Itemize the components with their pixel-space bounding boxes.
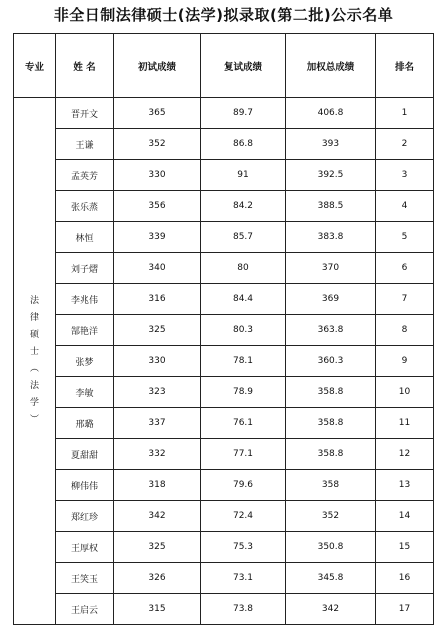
- cell-prelim-score: 352: [114, 129, 201, 160]
- cell-prelim-score: 323: [114, 377, 201, 408]
- page-title: 非全日制法律硕士(法学)拟录取(第二批)公示名单: [53, 6, 394, 24]
- cell-retest-score: 84.4: [201, 284, 286, 315]
- cell-retest-score: 91: [201, 160, 286, 191]
- cell-rank: 3: [376, 160, 434, 191]
- cell-rank: 13: [376, 470, 434, 501]
- header-retest-score: 复试成绩: [201, 34, 286, 98]
- table-row: [14, 501, 434, 532]
- header-row: [14, 34, 434, 98]
- cell-name: 郑红珍: [56, 501, 114, 532]
- cell-rank: 7: [376, 284, 434, 315]
- cell-retest-score: 76.1: [201, 408, 286, 439]
- cell-name: 张乐蒸: [56, 191, 114, 222]
- table-row: [14, 315, 434, 346]
- cell-weighted-total: 352: [286, 501, 376, 532]
- cell-weighted-total: 363.8: [286, 315, 376, 346]
- cell-retest-score: 72.4: [201, 501, 286, 532]
- cell-name: 孟英芳: [56, 160, 114, 191]
- cell-rank: 5: [376, 222, 434, 253]
- cell-retest-score: 84.2: [201, 191, 286, 222]
- cell-prelim-score: 356: [114, 191, 201, 222]
- cell-weighted-total: 342: [286, 594, 376, 625]
- cell-rank: 2: [376, 129, 434, 160]
- table-row: [14, 594, 434, 625]
- header-prelim-score: 初试成绩: [114, 34, 201, 98]
- cell-prelim-score: 340: [114, 253, 201, 284]
- table-row: [14, 284, 434, 315]
- cell-rank: 10: [376, 377, 434, 408]
- cell-prelim-score: 325: [114, 315, 201, 346]
- cell-retest-score: 77.1: [201, 439, 286, 470]
- cell-prelim-score: 365: [114, 98, 201, 129]
- cell-retest-score: 80: [201, 253, 286, 284]
- header-major: 专业: [14, 34, 56, 98]
- cell-name: 晋开文: [56, 98, 114, 129]
- cell-retest-score: 73.8: [201, 594, 286, 625]
- cell-weighted-total: 392.5: [286, 160, 376, 191]
- cell-rank: 11: [376, 408, 434, 439]
- cell-rank: 9: [376, 346, 434, 377]
- cell-rank: 17: [376, 594, 434, 625]
- cell-retest-score: 86.8: [201, 129, 286, 160]
- cell-name: 刘子熠: [56, 253, 114, 284]
- cell-rank: 6: [376, 253, 434, 284]
- header-weighted-total: 加权总成绩: [286, 34, 376, 98]
- cell-retest-score: 79.6: [201, 470, 286, 501]
- cell-retest-score: 78.9: [201, 377, 286, 408]
- cell-rank: 8: [376, 315, 434, 346]
- table-row: [14, 98, 434, 129]
- cell-name: 柳伟伟: [56, 470, 114, 501]
- table-row: [14, 346, 434, 377]
- cell-name: 王启云: [56, 594, 114, 625]
- cell-prelim-score: 330: [114, 160, 201, 191]
- cell-weighted-total: 358: [286, 470, 376, 501]
- cell-name: 邢璐: [56, 408, 114, 439]
- header-rank: 排名: [376, 34, 434, 98]
- cell-retest-score: 80.3: [201, 315, 286, 346]
- cell-name: 王笑玉: [56, 563, 114, 594]
- cell-retest-score: 85.7: [201, 222, 286, 253]
- cell-prelim-score: 326: [114, 563, 201, 594]
- table-row: [14, 470, 434, 501]
- cell-rank: 15: [376, 532, 434, 563]
- cell-prelim-score: 342: [114, 501, 201, 532]
- table-row: [14, 563, 434, 594]
- cell-retest-score: 73.1: [201, 563, 286, 594]
- cell-name: 李敏: [56, 377, 114, 408]
- cell-weighted-total: 360.3: [286, 346, 376, 377]
- cell-weighted-total: 383.8: [286, 222, 376, 253]
- cell-name: 王谦: [56, 129, 114, 160]
- header-name: 姓 名: [56, 34, 114, 98]
- cell-weighted-total: 358.8: [286, 377, 376, 408]
- cell-weighted-total: 369: [286, 284, 376, 315]
- table-row: [14, 222, 434, 253]
- cell-rank: 12: [376, 439, 434, 470]
- table-row: [14, 129, 434, 160]
- major-cell: 法 律 硕 士 ︵ 法 学 ︶: [14, 98, 56, 625]
- cell-weighted-total: 393: [286, 129, 376, 160]
- admission-table: [13, 33, 434, 625]
- cell-weighted-total: 388.5: [286, 191, 376, 222]
- cell-weighted-total: 406.8: [286, 98, 376, 129]
- cell-weighted-total: 345.8: [286, 563, 376, 594]
- cell-prelim-score: 337: [114, 408, 201, 439]
- cell-rank: 1: [376, 98, 434, 129]
- cell-retest-score: 89.7: [201, 98, 286, 129]
- table-row: [14, 253, 434, 284]
- cell-name: 李兆伟: [56, 284, 114, 315]
- cell-name: 王厚权: [56, 532, 114, 563]
- cell-name: 夏甜甜: [56, 439, 114, 470]
- table-row: [14, 408, 434, 439]
- cell-name: 张梦: [56, 346, 114, 377]
- cell-prelim-score: 325: [114, 532, 201, 563]
- cell-prelim-score: 330: [114, 346, 201, 377]
- cell-retest-score: 78.1: [201, 346, 286, 377]
- table-row: [14, 439, 434, 470]
- table-row: [14, 160, 434, 191]
- cell-name: 林恒: [56, 222, 114, 253]
- cell-weighted-total: 350.8: [286, 532, 376, 563]
- cell-rank: 4: [376, 191, 434, 222]
- cell-retest-score: 75.3: [201, 532, 286, 563]
- cell-prelim-score: 339: [114, 222, 201, 253]
- cell-prelim-score: 316: [114, 284, 201, 315]
- table-row: [14, 377, 434, 408]
- cell-rank: 14: [376, 501, 434, 532]
- cell-name: 郜艳洋: [56, 315, 114, 346]
- cell-prelim-score: 318: [114, 470, 201, 501]
- table-row: [14, 191, 434, 222]
- cell-weighted-total: 370: [286, 253, 376, 284]
- cell-prelim-score: 315: [114, 594, 201, 625]
- cell-rank: 16: [376, 563, 434, 594]
- cell-weighted-total: 358.8: [286, 408, 376, 439]
- cell-weighted-total: 358.8: [286, 439, 376, 470]
- table-row: [14, 532, 434, 563]
- cell-prelim-score: 332: [114, 439, 201, 470]
